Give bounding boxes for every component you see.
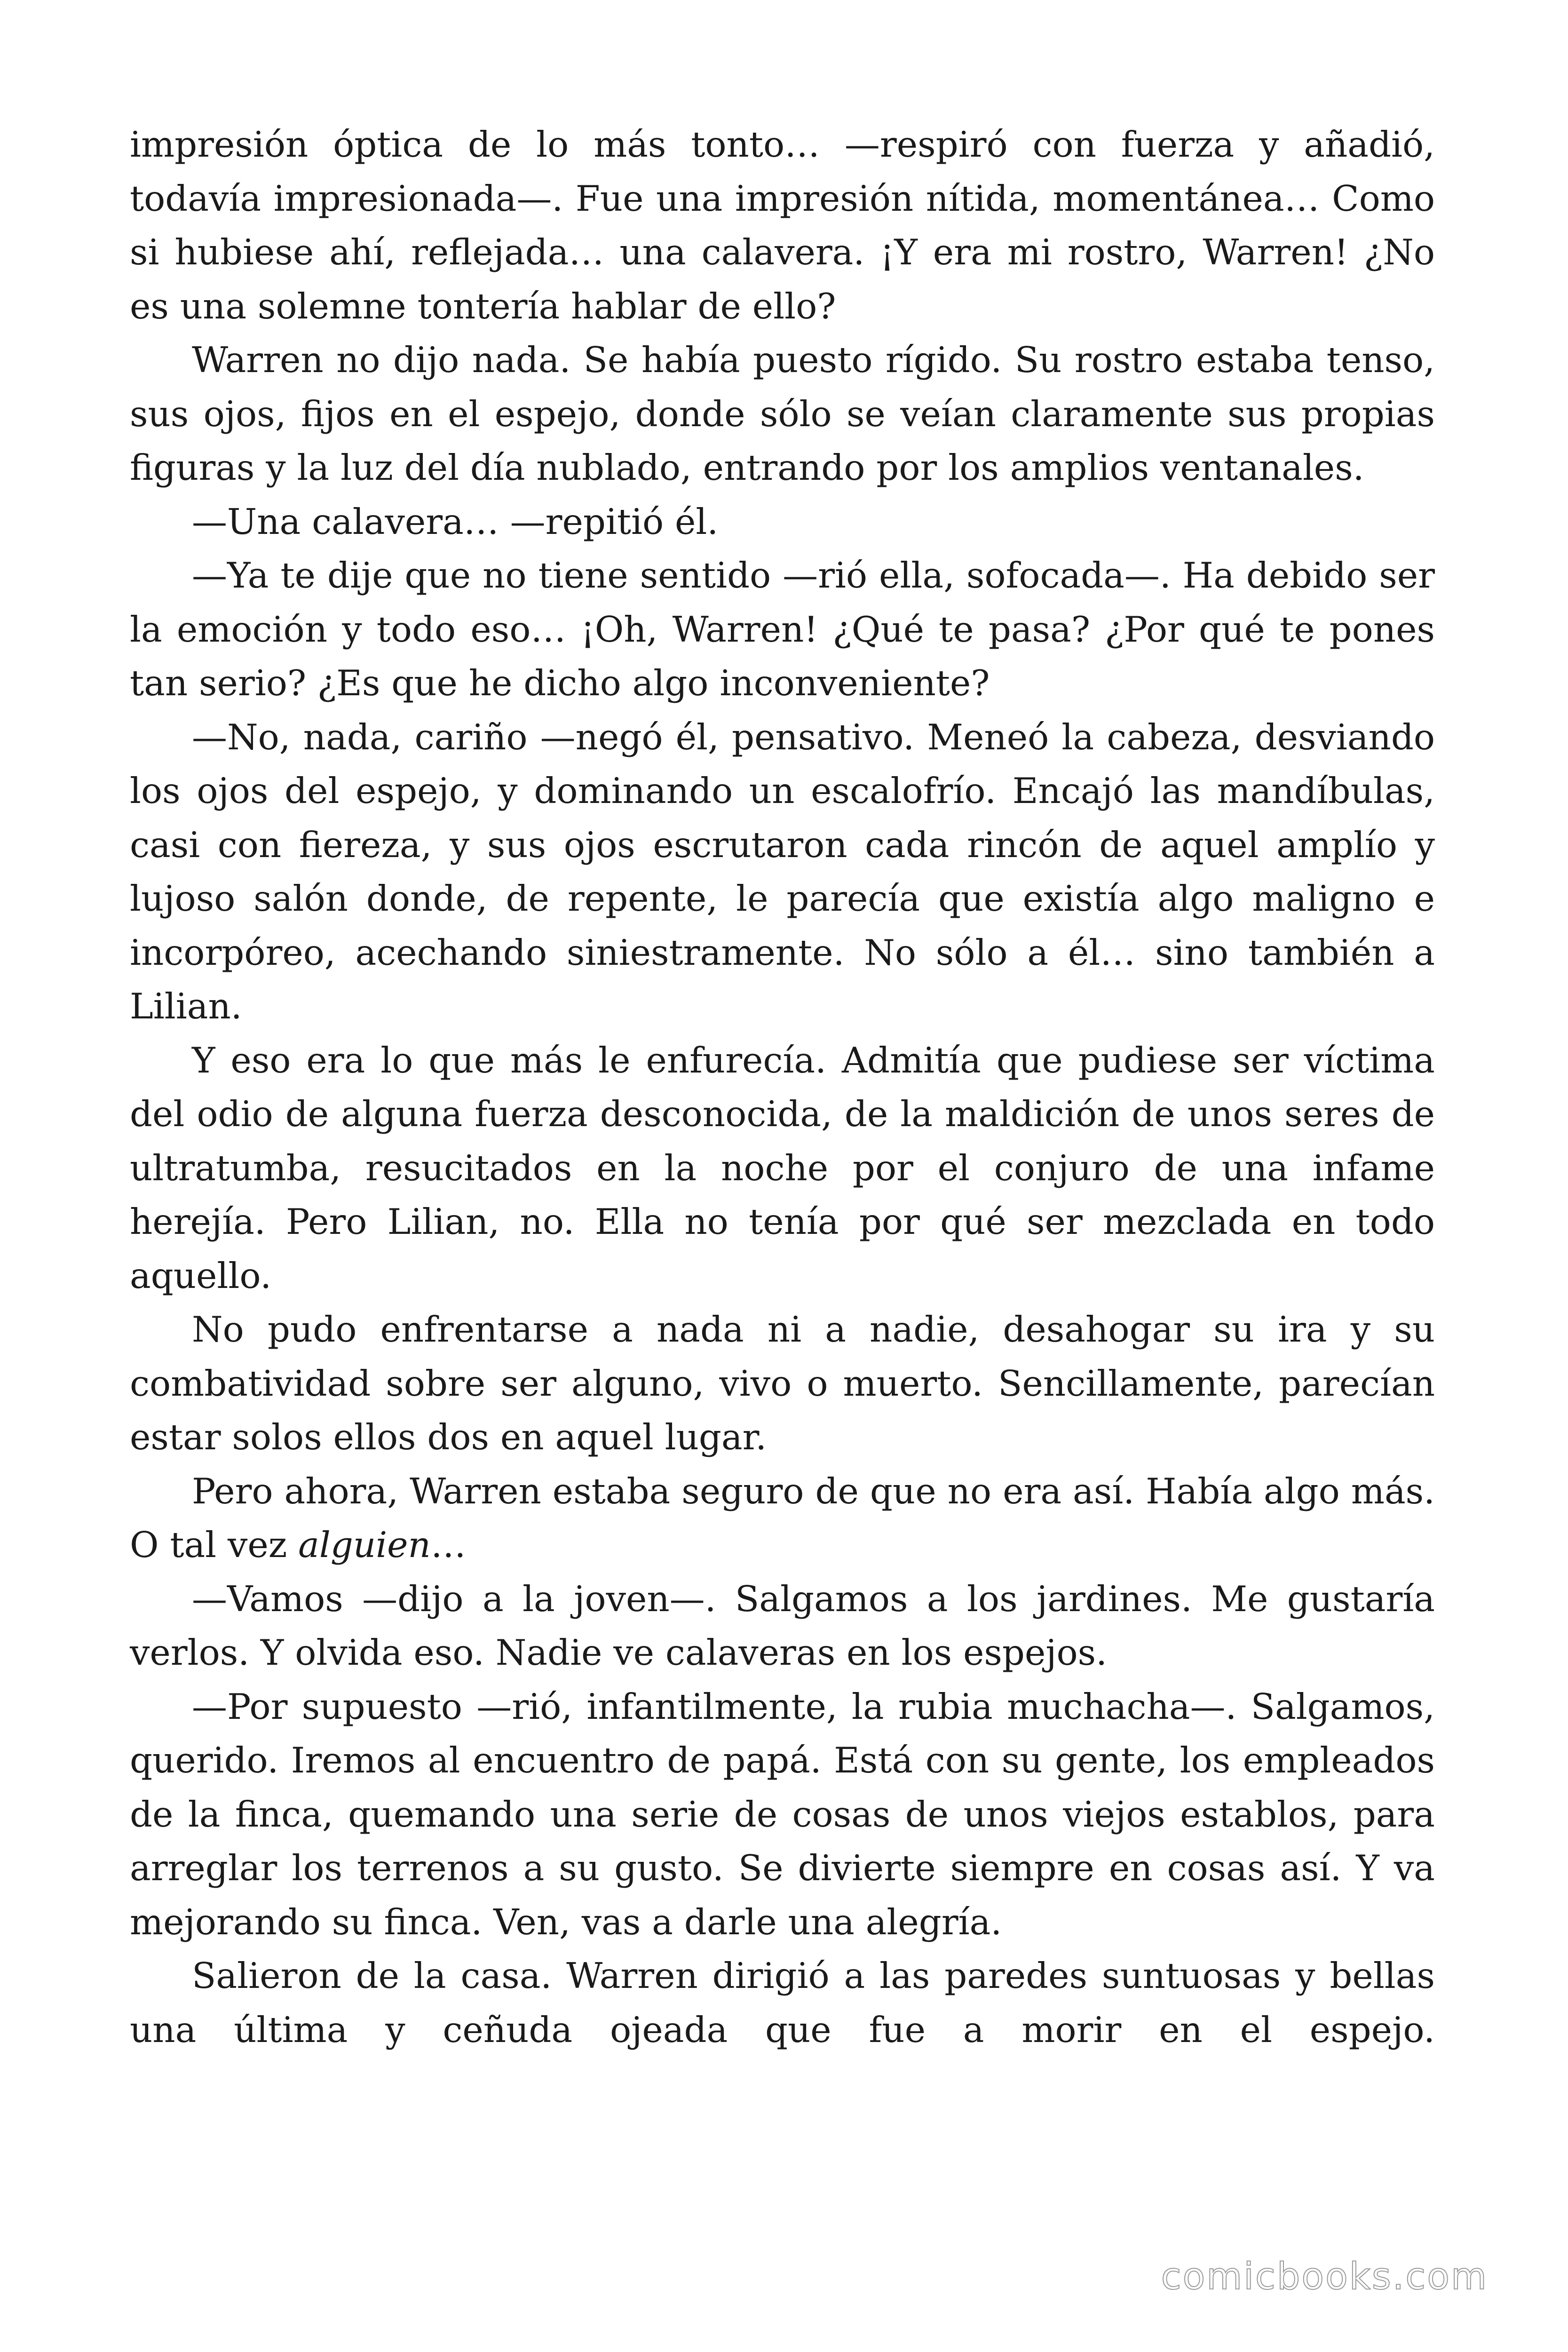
paragraph-10 xyxy=(130,1680,1435,1949)
paragraph-3 xyxy=(130,495,1435,549)
paragraph-8-text: Pero ahora, Warren estaba seguro de que no era así. Había algo más. O tal vez xyxy=(130,1470,1435,1565)
paragraph-8 xyxy=(130,1464,1435,1572)
paragraph-4-text: —Ya te dije que no tiene sentido —rió ella, sofocada—. Ha debido ser la emoción y todo eso… ¡Oh, Warren! ¿Qué te pasa? ¿Por qué te pones tan serio? ¿Es que he dicho algo inconveniente? xyxy=(130,555,1435,704)
paragraph-7-text: No pudo enfrentarse a nada ni a nadie, desahogar su ira y su combatividad sobre ser alguno, vivo o muerto. Sencillamente, parecían estar solos ellos dos en aquel lugar. xyxy=(130,1309,1435,1458)
paragraph-8-ellipsis: … xyxy=(430,1524,466,1565)
paragraph-1 xyxy=(130,118,1435,333)
page-body xyxy=(130,118,1435,2057)
paragraph-11-text: Salieron de la casa. Warren dirigió a las paredes suntuosas y bellas una última y ceñuda ojeada que fue a morir en el espejo. xyxy=(130,1955,1435,2050)
paragraph-2 xyxy=(130,333,1435,495)
paragraph-6-text: Y eso era lo que más le enfurecía. Admitía que pudiese ser víctima del odio de alguna fuerza desconocida, de la maldición de unos seres de ultratumba, resucitados en la noche por el conjuro de una infame herejía. Pero Lilian, no. Ella no tenía por qué ser mezclada en todo aquello. xyxy=(130,1039,1435,1296)
paragraph-5 xyxy=(130,710,1435,1033)
paragraph-9 xyxy=(130,1572,1435,1680)
paragraph-6 xyxy=(130,1033,1435,1303)
paragraph-5-text: —No, nada, cariño —negó él, pensativo. Meneó la cabeza, desviando los ojos del espejo, y dominando un escalofrío. Encajó las mandíbulas, casi con fiereza, y sus ojos escrutaron cada rincón de aquel amplío y lujoso salón donde, de repente, le parecía que existía algo maligno e incorpóreo, acechando siniestramente. No sólo a él… sino también a Lilian. xyxy=(130,716,1435,1027)
paragraph-9-text: —Vamos —dijo a la joven—. Salgamos a los jardines. Me gustaría verlos. Y olvida eso. Nadie ve calaveras en los espejos. xyxy=(130,1578,1435,1673)
paragraph-4 xyxy=(130,548,1435,710)
paragraph-8-italic-word: alguien xyxy=(298,1524,431,1565)
paragraph-3-text: —Una calavera… —repitió él. xyxy=(192,501,719,542)
paragraph-10-text: —Por supuesto —rió, infantilmente, la rubia muchacha—. Salgamos, querido. Iremos al encuentro de papá. Está con su gente, los empleados de la finca, quemando una serie de cosas de unos viejos establos, para arreglar los terrenos a su gusto. Se divierte siempre en cosas así. Y va mejorando su finca. Ven, vas a darle una alegría. xyxy=(130,1685,1435,1943)
paragraph-11 xyxy=(130,1949,1435,2057)
watermark: comicbooks.com xyxy=(1161,2256,1488,2298)
paragraph-7 xyxy=(130,1303,1435,1464)
paragraph-1-text: impresión óptica de lo más tonto… —respiró con fuerza y añadió, todavía impresionada—. Fue una impresión nítida, momentánea… Como si hubiese ahí, reflejada… una calavera. ¡Y era mi rostro, Warren! ¿No es una solemne tontería hablar de ello? xyxy=(130,124,1435,327)
paragraph-2-text: Warren no dijo nada. Se había puesto rígido. Su rostro estaba tenso, sus ojos, fijos en el espejo, donde sólo se veían claramente sus propias figuras y la luz del día nublado, entrando por los amplios ventanales. xyxy=(130,339,1435,488)
